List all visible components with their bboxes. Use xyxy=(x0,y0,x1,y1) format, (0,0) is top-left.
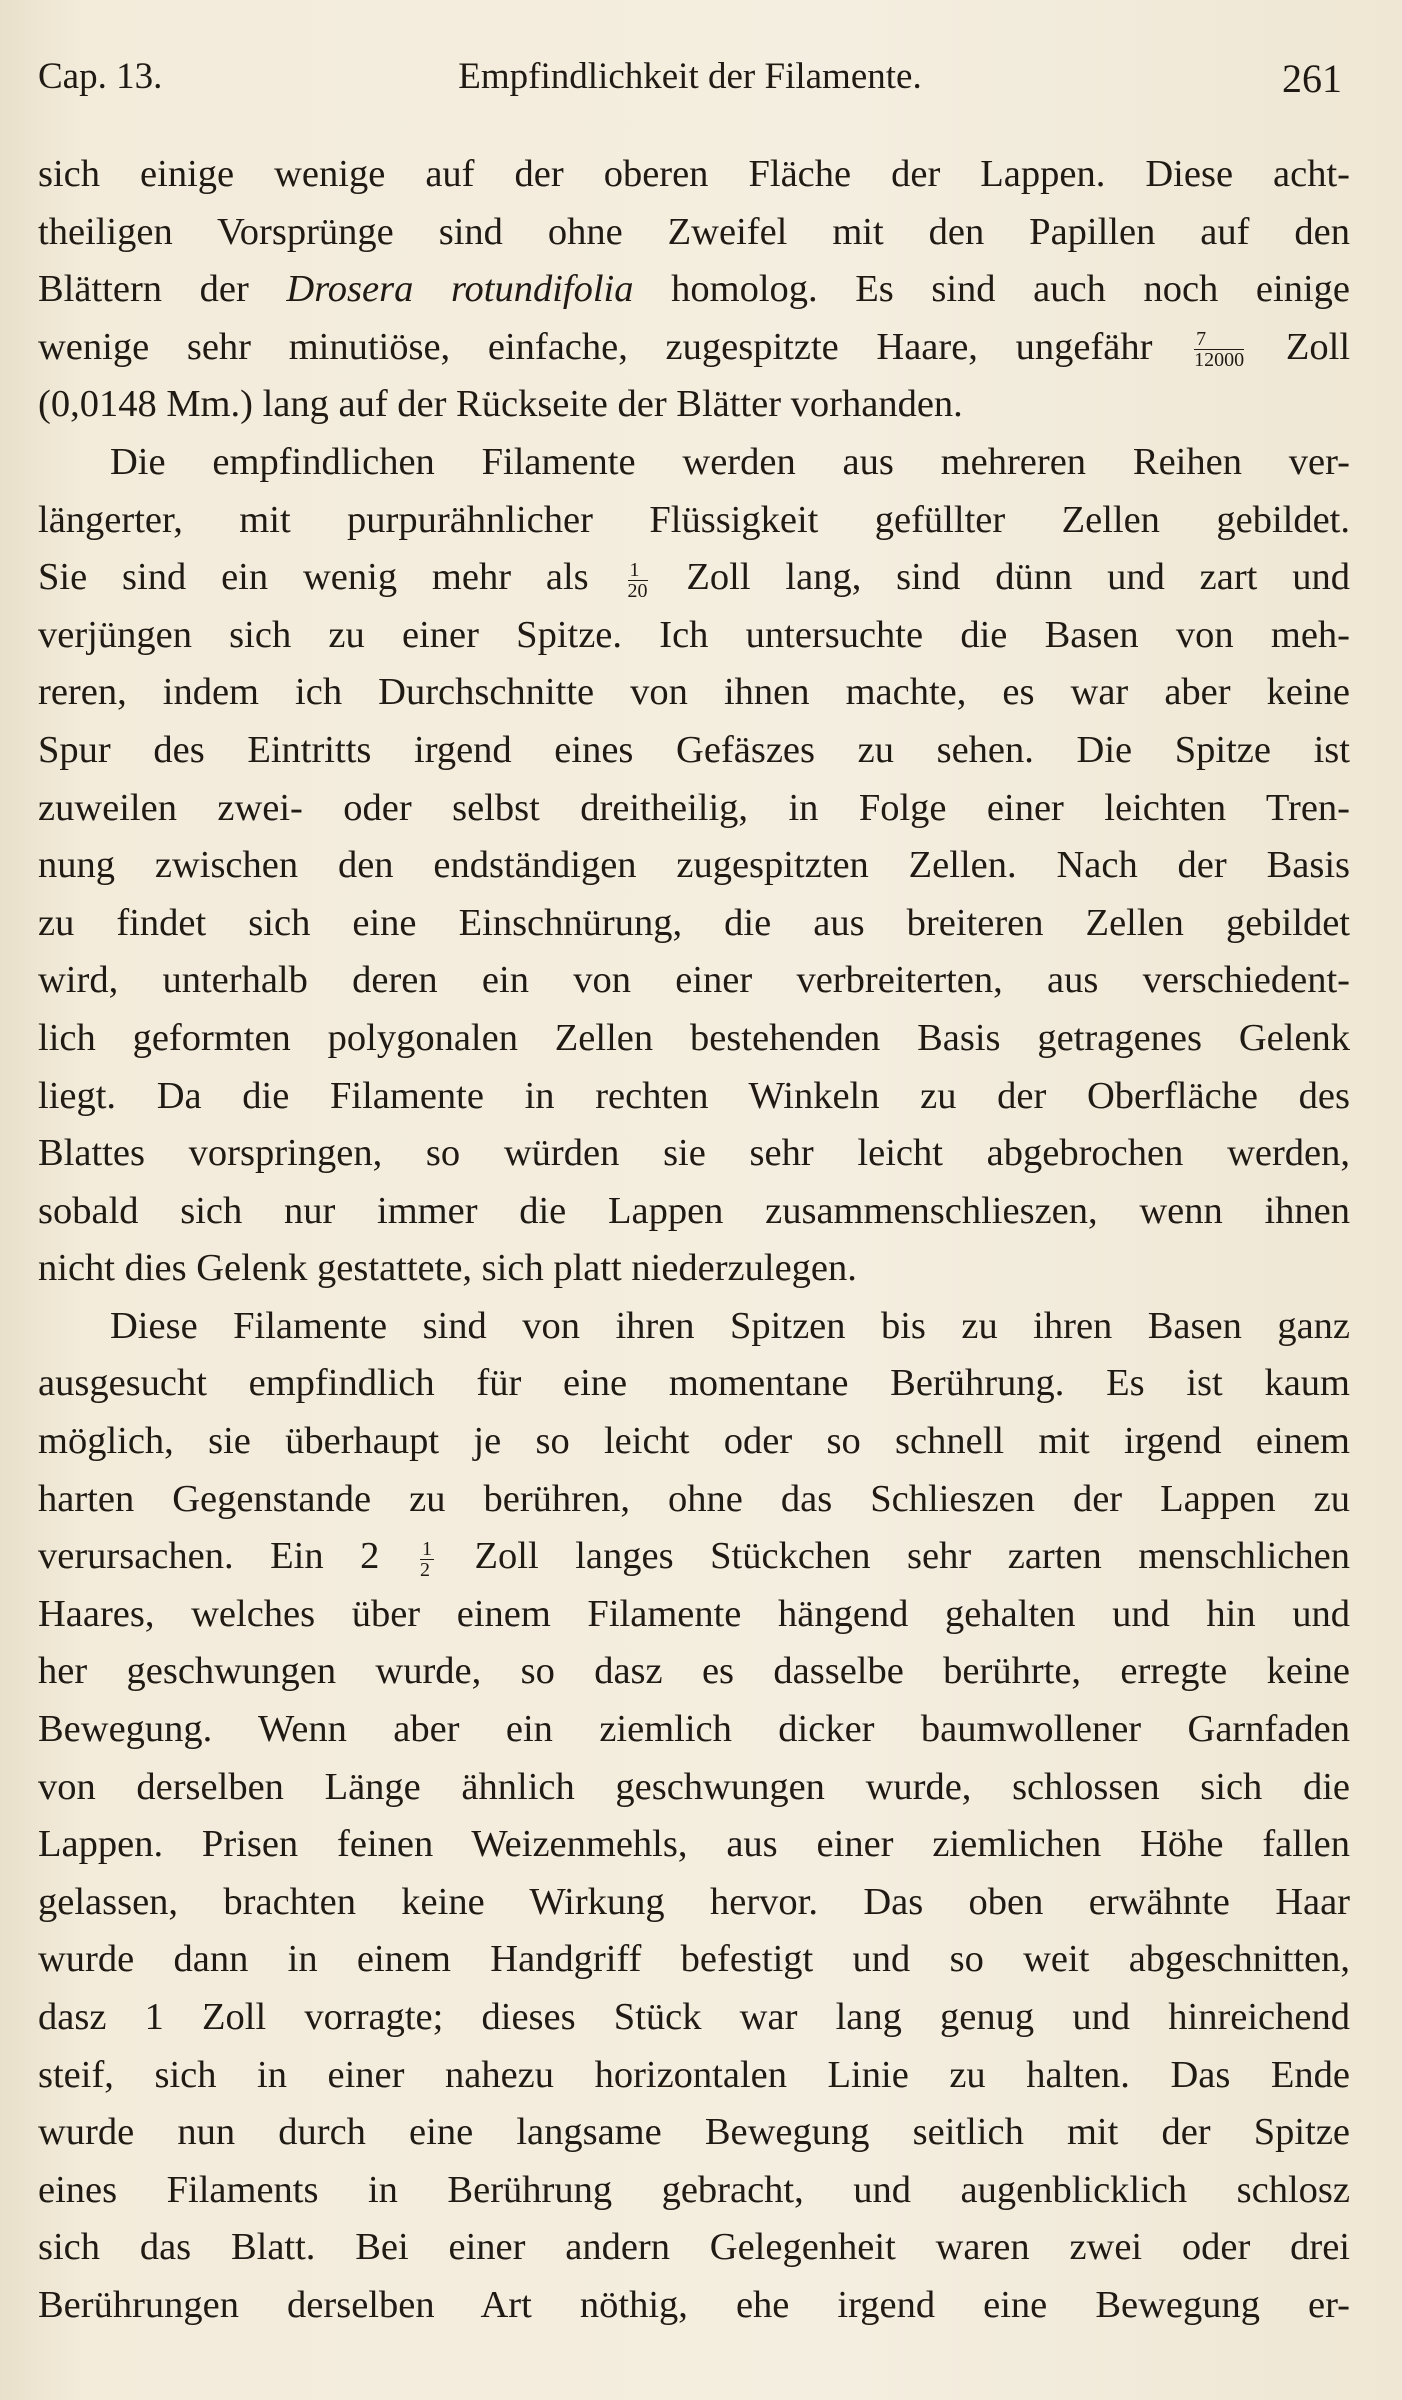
fraction xyxy=(628,560,648,601)
text-line: möglich, sie überhaupt je so leicht oder so schnell mit irgend einem xyxy=(38,1420,1350,1463)
body-text xyxy=(38,146,1350,2335)
text-line: wurde nun durch eine langsame Bewegung seitlich mit der Spitze xyxy=(38,2111,1350,2154)
fraction xyxy=(420,1539,434,1580)
text-line: dasz 1 Zoll vorragte; dieses Stück war lang genug und hinreichend xyxy=(38,1996,1350,2038)
text-line: (0,0148 Mm.) lang auf der Rückseite der Blätter vorhanden. xyxy=(38,383,963,426)
text-line: sich einige wenige auf der oberen Fläche der Lappen. Diese acht- xyxy=(38,153,1350,195)
line-text-segment: Zoll langes Stückchen sehr zarten menschlichen xyxy=(474,1535,1350,1578)
text-line: Haares, welches über einem Filamente hängend gehalten und hin und xyxy=(38,1592,1350,1635)
fraction xyxy=(1194,329,1244,370)
text-line: steif, sich in einer nahezu horizontalen Linie zu halten. Das Ende xyxy=(38,2053,1350,2096)
text-line: wird, unterhalb deren ein von einer verbreiterten, aus verschiedent- xyxy=(38,959,1350,1002)
fraction-numerator: 1 xyxy=(628,560,648,581)
fraction-denominator: 20 xyxy=(627,579,648,602)
text-line: harten Gegenstande zu berühren, ohne das Schlieszen der Lappen zu xyxy=(38,1477,1350,1520)
text-line: lich geformten polygonalen Zellen bestehenden Basis getragenes Gelenk xyxy=(38,1016,1350,1059)
fraction-denominator: 12000 xyxy=(1194,349,1245,372)
fraction-numerator: 7 xyxy=(1194,329,1244,350)
text-line: zu findet sich eine Einschnürung, die aus breiteren Zellen gebildet xyxy=(38,901,1350,944)
text-line: Bewegung. Wenn aber ein ziemlich dicker baumwollener Garnfaden xyxy=(38,1708,1350,1751)
text-line xyxy=(38,549,1350,607)
text-line: sich das Blatt. Bei einer andern Gelegenheit waren zwei oder drei xyxy=(38,2226,1350,2269)
line-text-segment: homolog. Es sind auch noch einige xyxy=(633,268,1350,311)
line-text-segment: verursachen. Ein 2 xyxy=(38,1535,380,1578)
text-line: her geschwungen wurde, so dasz es dasselbe berührte, erregte keine xyxy=(38,1650,1350,1693)
text-line: Spur des Eintritts irgend eines Gefäszes zu sehen. Die Spitze ist xyxy=(38,728,1350,771)
text-line: sobald sich nur immer die Lappen zusammenschlieszen, wenn ihnen xyxy=(38,1189,1350,1232)
text-line: Lappen. Prisen feinen Weizenmehls, aus einer ziemlichen Höhe fallen xyxy=(38,1823,1350,1866)
text-line: längerter, mit purpurähnlicher Flüssigkeit gefüllter Zellen gebildet. xyxy=(38,498,1350,541)
text-line: theiligen Vorsprünge sind ohne Zweifel mit den Papillen auf den xyxy=(38,210,1350,253)
page-number: 261 xyxy=(1282,56,1342,101)
running-header xyxy=(38,55,1342,115)
text-line: Die empfindlichen Filamente werden aus mehreren Reihen ver- xyxy=(110,440,1350,483)
text-line: liegt. Da die Filamente in rechten Winkeln zu der Oberfläche des xyxy=(38,1074,1350,1117)
running-title: Empfindlichkeit der Filamente. xyxy=(458,56,922,97)
text-line: Diese Filamente sind von ihren Spitzen bis zu ihren Basen ganz xyxy=(110,1304,1350,1347)
text-line: von derselben Länge ähnlich geschwungen wurde, schlossen sich die xyxy=(38,1765,1350,1808)
text-line: ausgesucht empfindlich für eine momentane Berührung. Es ist kaum xyxy=(38,1362,1350,1405)
fraction-denominator: 2 xyxy=(419,1558,430,1581)
text-line xyxy=(38,261,1350,319)
text-line: reren, indem ich Durchschnitte von ihnen machte, es war aber keine xyxy=(38,671,1350,714)
fraction-numerator: 1 xyxy=(421,1537,432,1560)
text-line: eines Filaments in Berührung gebracht, und augenblicklich schlosz xyxy=(38,2168,1350,2211)
text-line: verjüngen sich zu einer Spitze. Ich untersuchte die Basen von meh- xyxy=(38,613,1350,656)
species-name: Drosera rotundifolia xyxy=(286,268,634,311)
text-line: nicht dies Gelenk gestattete, sich platt niederzulegen. xyxy=(38,1247,857,1290)
text-line: Blattes vorspringen, so würden sie sehr leicht abgebrochen werden, xyxy=(38,1132,1350,1175)
text-line: Berührungen derselben Art nöthig, ehe irgend eine Bewegung er- xyxy=(38,2283,1350,2326)
line-text-segment: Zoll xyxy=(1285,325,1351,368)
line-text-segment: Blättern der xyxy=(38,268,287,311)
text-line xyxy=(38,319,1350,377)
chapter-label: Cap. 13. xyxy=(38,56,163,97)
text-line: zuweilen zwei- oder selbst dreitheilig, in Folge einer leichten Tren- xyxy=(38,786,1350,829)
text-line: wurde dann in einem Handgriff befestigt und so weit abgeschnitten, xyxy=(38,1938,1350,1981)
line-text-segment: wenige sehr minutiöse, einfache, zugespitzte Haare, ungefähr xyxy=(38,325,1153,368)
line-text-segment: Sie sind ein wenig mehr als xyxy=(38,556,589,599)
text-line: gelassen, brachten keine Wirkung hervor. Das oben erwähnte Haar xyxy=(38,1880,1350,1923)
line-text-segment: Zoll lang, sind dünn und zart und xyxy=(686,556,1350,599)
text-line: nung zwischen den endständigen zugespitzten Zellen. Nach der Basis xyxy=(38,844,1350,887)
text-line xyxy=(38,1528,1350,1586)
